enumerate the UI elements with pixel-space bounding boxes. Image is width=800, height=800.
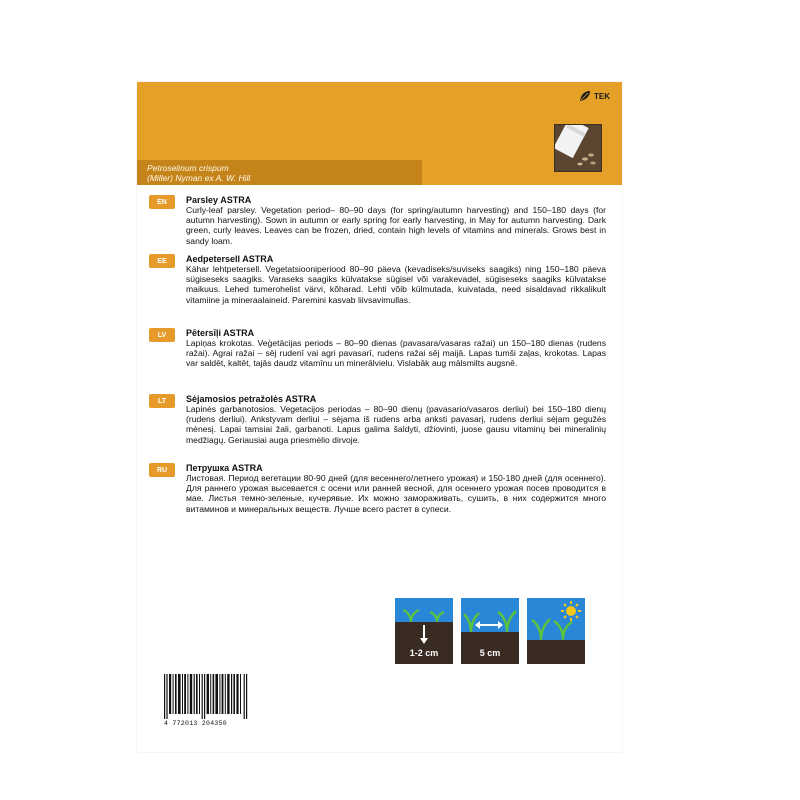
section-title-lv: Pētersīļi ASTRA <box>186 328 255 338</box>
section-body-lt: Lapinės garbanotosios. Vegetacijos periodas – 80–90 dienų (pavasario/vasaros derliui) bei 150–180 dienų (rudens derliui). Ankstyvam derliui – sėjama iš rudens arba anksti pavasarį, rudens derliui sėjam gegužės mėnesį. Lapai tamsiai žali, garbanoti. Lapus galima šaldyti, džiovinti, juose gausu vitaminų bei mineralinių medžiagų. Geriausiai auga priesmėlio dirvoje. <box>186 404 606 445</box>
section-body-ru: Листовая. Период вегетации 80-90 дней (для весеннего/летнего урожая) и 150-180 дней (для осеннего). Для раннего урожая высевается с осени или ранней весной, для осеннего урожая посев проводится в мае. Листья темно-зеленые, кучерявые. Их можно замораживать, сушить, в них содержится много витаминов и минеральных веществ. Лучше всего растет в супеси. <box>186 473 606 514</box>
barcode-number: 4 772013 204350 <box>164 720 228 727</box>
language-badge-ru: RU <box>149 463 175 477</box>
sun-growth-icon <box>527 598 585 664</box>
barcode <box>164 674 248 727</box>
sowing-depth-panel <box>395 598 453 664</box>
sowing-depth-label: 1-2 cm <box>409 648 439 658</box>
plant-spacing-panel <box>461 598 519 664</box>
section-title-ee: Aedpetersell ASTRA <box>186 254 274 264</box>
language-badge-lv: LV <box>149 328 175 342</box>
growth-panel <box>527 598 585 664</box>
seed-packet-back <box>137 82 622 752</box>
tek-leaf-icon <box>579 90 591 102</box>
language-badge-en: EN <box>149 195 175 209</box>
language-badge-lt: LT <box>149 394 175 408</box>
section-title-en: Parsley ASTRA <box>186 195 252 205</box>
brand-logo-text: TEK <box>594 91 610 101</box>
latin-name-line2: (Miller) Nyman ex A. W. Hill <box>147 173 251 183</box>
language-badge-ee: EE <box>149 254 175 268</box>
section-body-ee: Kähar lehtpetersell. Vegetatsiooniperiood 80–90 päeva (kevadiseks/suviseks saagiks) ning 150–180 päeva sügiseseks saagiks. Varaseks saagiks külvatakse sügisel või varakevadel, sügiseseks saagiks külvatakse maikuus. Lehed tumerohelist värvi, kõharad. Lehti võib külmutada, kuivatada, need sisaldavad rikkalikult vitamiine ja mineraalaineid. Paremini kasvab liivsavimullas. <box>186 264 606 305</box>
plant-spacing-label: 5 cm <box>479 648 501 658</box>
section-body-en: Curly-leaf parsley. Vegetation period– 80–90 days (for spring/autumn harvesting) and 150–180 days (for autumn harvesting). Sown in autumn or early spring for early harvesting, in May for autumn harvesting. Dark green, curly leaves. Leaves can be frozen, dried, contain high levels of vitamins and minerals. Grows best in sandy loam. <box>186 205 606 246</box>
sowing-instructions <box>395 598 585 664</box>
latin-name-line1: Petroselinum crispum <box>147 163 229 173</box>
section-body-lv: Lapiņas krokotas. Veģetācijas periods – 80–90 dienas (pavasara/vasaras ražai) un 150–180 dienas (rudens ražai). Agrai ražai – sēj rudenī vai agri pavasarī, rudens ražai sēj maijā. Lapas tumši zaļas, krokotas. Lapas var saldēt, kaltēt, tajās daudz vitamīnu un minerālvielu. Vislabāk aug mālsmilts augsnē. <box>186 338 606 369</box>
latin-name <box>147 163 250 183</box>
seed-packet-photo-icon <box>554 124 602 172</box>
section-title-lt: Sėjamosios petražolės ASTRA <box>186 394 317 404</box>
brand-logo <box>579 90 610 102</box>
section-title-ru: Петрушка ASTRA <box>186 463 263 473</box>
barcode-bars-icon <box>164 674 248 719</box>
